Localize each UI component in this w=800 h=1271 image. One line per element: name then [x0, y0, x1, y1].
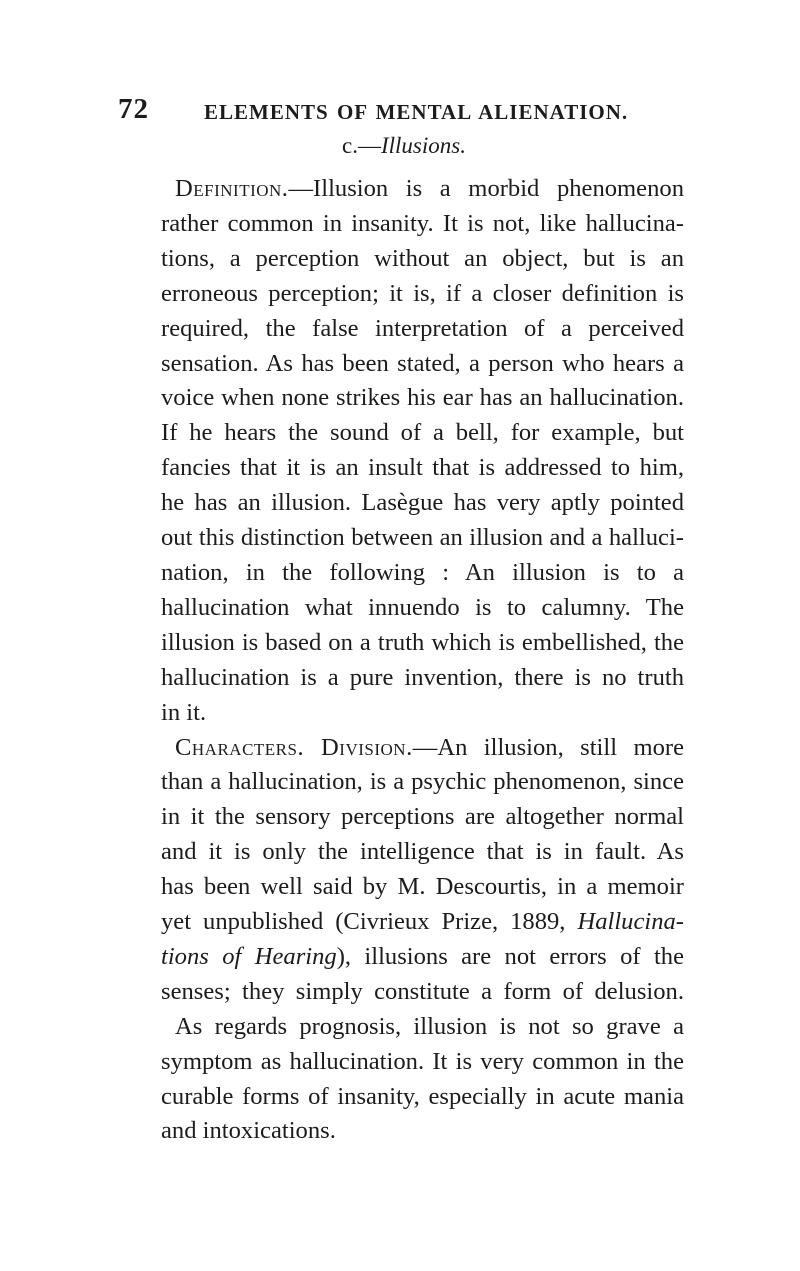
- text-line: senses; they simply constitute a form of delusion.: [161, 977, 684, 1005]
- text-line: hallucination what innuendo is to calumny. The: [161, 593, 684, 621]
- text-line: erroneous perception; it is, if a closer definition is: [161, 279, 684, 307]
- text-line: in it the sensory perceptions are altogether normal: [161, 803, 684, 831]
- cited-title: tions of Hearing: [161, 942, 337, 970]
- section-title-text: Illusions.: [380, 133, 466, 158]
- text-line: tions, a perception without an object, but is an: [161, 244, 684, 272]
- text-line: and it is only the intelligence that is in fault. As: [161, 838, 684, 866]
- text-line: yet unpublished (Civrieux Prize, 1889, Hallucina-: [161, 908, 684, 936]
- text-line: nation, in the following : An illusion is to a: [161, 558, 684, 586]
- text-line: fancies that it is an insult that is addressed to him,: [161, 454, 684, 482]
- text-line: illusion is based on a truth which is embellished, the: [161, 628, 684, 656]
- text-line: in it.: [161, 698, 207, 726]
- section-title: c.—Illusions.: [342, 133, 466, 158]
- text-line: voice when none strikes his ear has an hallucination.: [161, 384, 684, 412]
- text-line: than a hallucination, is a psychic phenomenon, since: [161, 768, 684, 796]
- text-line: If he hears the sound of a bell, for example, but: [161, 419, 684, 447]
- text-line: sensation. As has been stated, a person who hears a: [161, 349, 684, 377]
- text-line: As regards prognosis, illusion is not so grave a: [175, 1012, 684, 1040]
- page-number: 72: [118, 93, 149, 125]
- text-line: out this distinction between an illusion and a halluci-: [161, 524, 684, 552]
- running-head: [118, 93, 718, 125]
- text-line: rather common in insanity. It is not, like hallucina-: [161, 209, 684, 237]
- paragraph-characters-division: [147, 731, 684, 1150]
- text-line: has been well said by M. Descourtis, in a memoir: [161, 873, 684, 901]
- section-label: c.: [342, 133, 358, 158]
- paragraph-definition: [147, 172, 684, 731]
- text-line: required, the false interpretation of a perceived: [161, 314, 684, 342]
- cited-title: Hallucina-: [577, 908, 684, 936]
- text-line: and intoxications.: [161, 1117, 336, 1145]
- text-line: Characters. Division.—An illusion, still more: [175, 733, 684, 761]
- text-line: tions of Hearing), illusions are not errors of the: [161, 942, 684, 970]
- running-title: ELEMENTS OF MENTAL ALIENATION.: [204, 100, 629, 124]
- text-line: symptom as hallucination. It is very common in the: [161, 1047, 684, 1075]
- body-text: [147, 172, 684, 1149]
- paragraph-lead-in: Characters. Division.: [175, 733, 413, 761]
- text-line: Definition.—Illusion is a morbid phenomenon: [175, 175, 684, 202]
- text-line: he has an illusion. Lasègue has very aptly pointed: [161, 489, 684, 517]
- paragraph-lead-in: Definition.: [175, 175, 289, 202]
- text-line: curable forms of insanity, especially in acute mania: [161, 1082, 684, 1110]
- text-line: hallucination is a pure invention, there is no truth: [161, 663, 684, 691]
